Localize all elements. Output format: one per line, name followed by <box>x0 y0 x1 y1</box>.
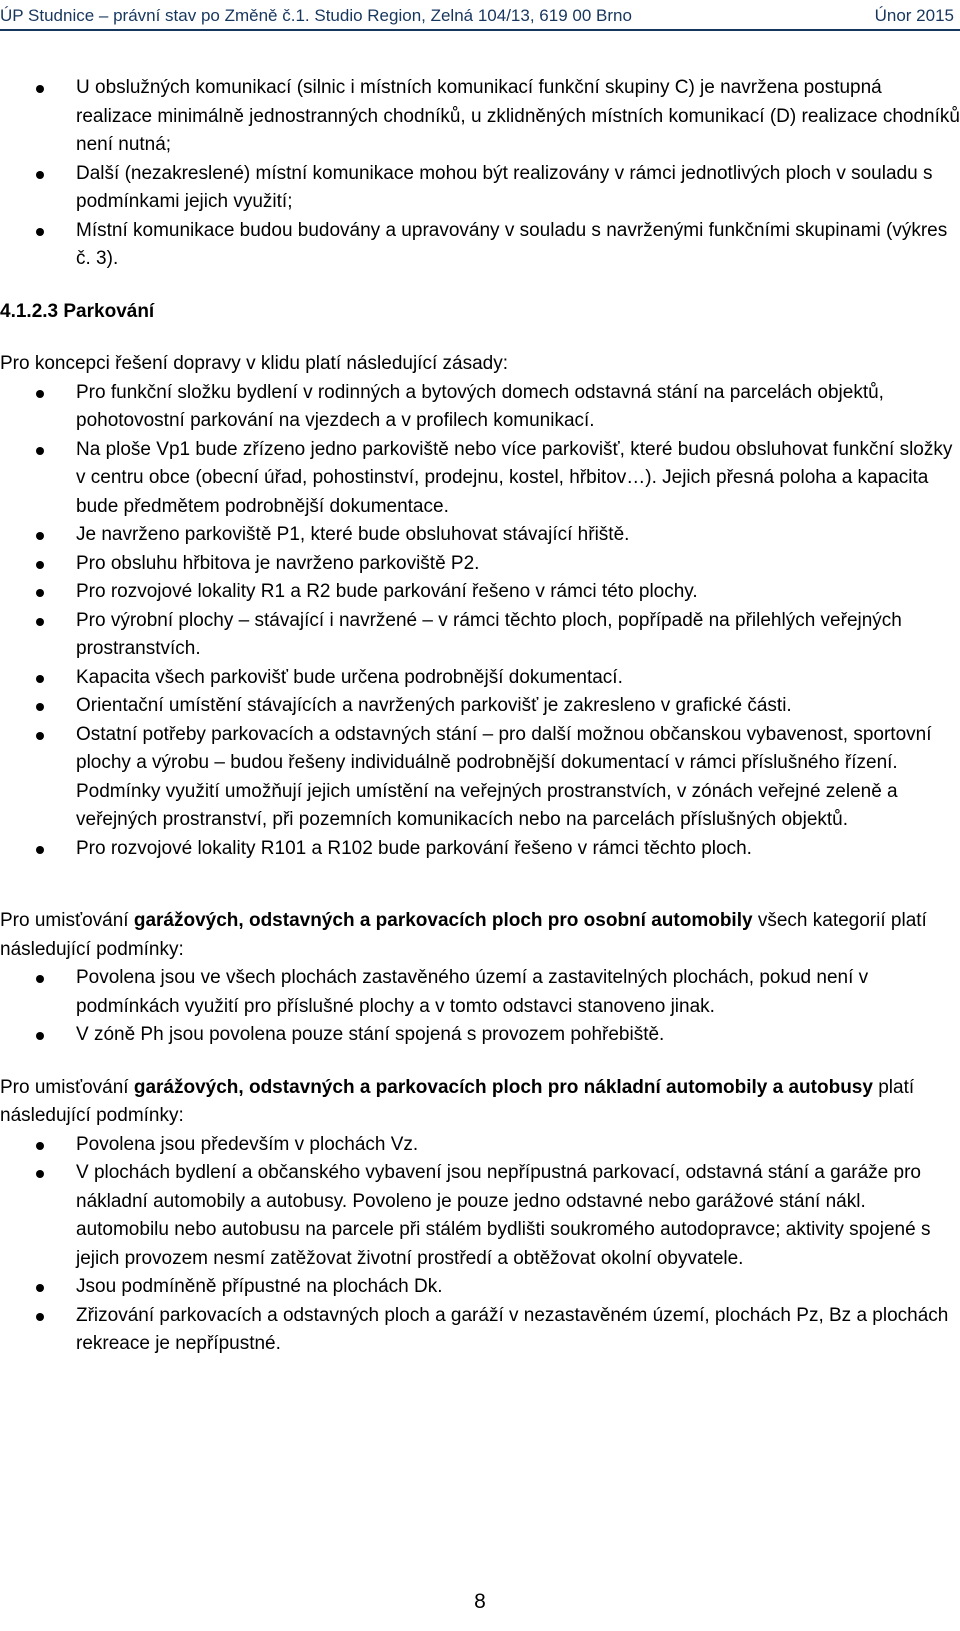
spacer <box>0 863 960 907</box>
paragraph-cars <box>0 907 960 964</box>
list-item-text: Pro rozvojové lokality R1 a R2 bude parkování řešeno v rámci této plochy. <box>76 581 698 602</box>
bullet-list-roads <box>0 74 960 274</box>
paragraph-trucks-tail: platí následující podmínky: <box>0 1076 915 1126</box>
list-item-text: Povolena jsou především v plochách Vz. <box>76 1133 419 1155</box>
list-item <box>0 521 960 550</box>
list-item-text: V plochách bydlení a občanského vybavení jsou nepřípustná parkovací, odstavná stání a garáže pro nákladní automobily a autobusy. Povoleno je pouze jedno odstavné nebo garážové stání nákl. automobilu nebo autobusu na parcele při stálém bydlišti soukromého autodopravce; aktivity spojené s jejich provozem nesmí zatěžovat životní prostředí a obtěžovat okolní obyvatele. <box>76 1162 931 1269</box>
paragraph-cars-tail: všech kategorií platí následující podmínky: <box>0 910 927 960</box>
bullet-icon <box>36 846 44 854</box>
list-item-text: Zřizování parkovacích a odstavných ploch a garáží v nezastavěném území, plochách Pz, Bz a plochách rekreace je nepřípustné. <box>76 1304 949 1354</box>
bullet-icon <box>36 732 44 740</box>
bullet-icon <box>36 703 44 711</box>
list-item <box>0 835 960 864</box>
list-item-text: Povolena jsou ve všech plochách zastavěného území a zastavitelných plochách, pokud není v podmínkách využití pro příslušné plochy a v tomto odstavci stanoveno jinak. <box>76 967 869 1017</box>
list-item-text: Je navrženo parkoviště P1, které bude obsluhovat stávající hřiště. <box>76 524 630 545</box>
header-date: Únor 2015 <box>874 6 954 25</box>
list-item-text: Místní komunikace budou budovány a upravovány v souladu s navrženými funkčními skupinami (výkres č. 3). <box>76 219 948 269</box>
paragraph-cars-lead: Pro umisťování <box>0 910 134 931</box>
list-item-text: Pro funkční složku bydlení v rodinných a bytových domech odstavná stání na parcelách objektů, pohotovostní parkování na vjezdech a v profilech komunikací. <box>76 381 884 431</box>
section-heading: 4.1.2.3 Parkování <box>0 300 155 322</box>
page-content <box>0 74 960 1359</box>
page-number: 8 <box>474 1590 486 1613</box>
list-item <box>0 379 960 436</box>
list-item-text: Pro výrobní plochy – stávající i navržené – v rámci těchto ploch, popřípadě na přilehlých veřejných prostranstvích. <box>76 609 902 659</box>
bullet-icon <box>36 171 44 179</box>
section-intro: Pro koncepci řešení dopravy v klidu platí následující zásady: <box>0 353 508 374</box>
list-item <box>0 74 960 160</box>
spacer <box>0 326 960 350</box>
paragraph-trucks-emphasis: garážových, odstavných a parkovacích ploch pro nákladní automobily a autobusy <box>133 1076 873 1098</box>
bullet-icon <box>36 589 44 597</box>
bullet-icon <box>36 1032 44 1040</box>
list-item-text: Orientační umístění stávajících a navržených parkovišť je zakresleno v grafické části. <box>76 695 792 716</box>
bullet-list-trucks <box>0 1131 960 1359</box>
list-item <box>0 160 960 217</box>
bullet-icon <box>36 561 44 569</box>
list-item-text: Kapacita všech parkovišť bude určena podrobnější dokumentací. <box>76 666 623 688</box>
bullet-icon <box>36 85 44 93</box>
list-item-text: Jsou podmíněně přípustné na plochách Dk. <box>76 1276 443 1297</box>
list-item-text: Na ploše Vp1 bude zřízeno jedno parkoviště nebo více parkovišť, které budou obsluhovat funkční složky v centru obce (obecní úřad, pohostinství, prodejnu, kostel, hřbitov…). Jejich přesná poloha a kapacita bude předmětem podrobnější dokumentace. <box>76 438 953 517</box>
bullet-list-cars <box>0 964 960 1050</box>
bullet-icon <box>36 1313 44 1321</box>
paragraph-cars-emphasis: garážových, odstavných a parkovacích ploch pro osobní automobily <box>133 910 753 931</box>
list-item-text: U obslužných komunikací (silnic i místních komunikací funkční skupiny C) je navržena postupná realizace minimálně jednostranných chodníků, u zklidněných místních komunikací (D) realizace chodníků není nutná; <box>76 77 960 155</box>
list-item-text: Ostatní potřeby parkovacích a odstavných stání – pro další možnou občanskou vybavenost, sportovní plochy a výrobu – budou řešeny individuálně podrobnější dokumentací v rámci příslušného řízení. Podmínky využití umožňují jejich umístění na veřejných prostranstvích, v zónách veřejné zeleně a veřejných prostranství, při pozemních komunikacích nebo na parcelách příslušných objektů. <box>76 723 932 830</box>
list-item <box>0 436 960 522</box>
list-item <box>0 217 960 274</box>
list-item-text: Další (nezakreslené) místní komunikace mohou být realizovány v rámci jednotlivých ploch v souladu s podmínkami jejich využití; <box>76 162 933 212</box>
list-item-text: V zóně Ph jsou povolena pouze stání spojená s provozem pohřebiště. <box>76 1024 665 1045</box>
list-item-text: Pro rozvojové lokality R101 a R102 bude parkování řešeno v rámci těchto ploch. <box>76 837 752 859</box>
list-item <box>0 550 960 579</box>
bullet-icon <box>36 390 44 398</box>
bullet-list-parking <box>0 379 960 864</box>
paragraph-trucks <box>0 1074 960 1131</box>
bullet-icon <box>36 975 44 983</box>
list-item <box>0 721 960 835</box>
spacer <box>0 1050 960 1074</box>
list-item <box>0 1273 960 1302</box>
list-item <box>0 578 960 607</box>
bullet-icon <box>36 447 44 455</box>
list-item <box>0 607 960 664</box>
list-item <box>0 664 960 693</box>
bullet-icon <box>36 675 44 683</box>
paragraph-trucks-lead: Pro umisťování <box>0 1076 134 1098</box>
list-item <box>0 1302 960 1359</box>
bullet-icon <box>36 1142 44 1150</box>
spacer <box>0 274 960 298</box>
bullet-icon <box>36 618 44 626</box>
header-divider <box>0 29 960 31</box>
list-item <box>0 1159 960 1273</box>
bullet-icon <box>36 532 44 540</box>
bullet-icon <box>36 228 44 236</box>
list-item <box>0 692 960 721</box>
header-document-title: ÚP Studnice – právní stav po Změně č.1. Studio Region, Zelná 104/13, 619 00 Brno <box>0 6 632 25</box>
bullet-icon <box>36 1170 44 1178</box>
list-item <box>0 1021 960 1050</box>
list-item-text: Pro obsluhu hřbitova je navrženo parkoviště P2. <box>76 552 480 574</box>
page-header <box>0 3 960 29</box>
list-item <box>0 964 960 1021</box>
list-item <box>0 1131 960 1160</box>
bullet-icon <box>36 1284 44 1292</box>
